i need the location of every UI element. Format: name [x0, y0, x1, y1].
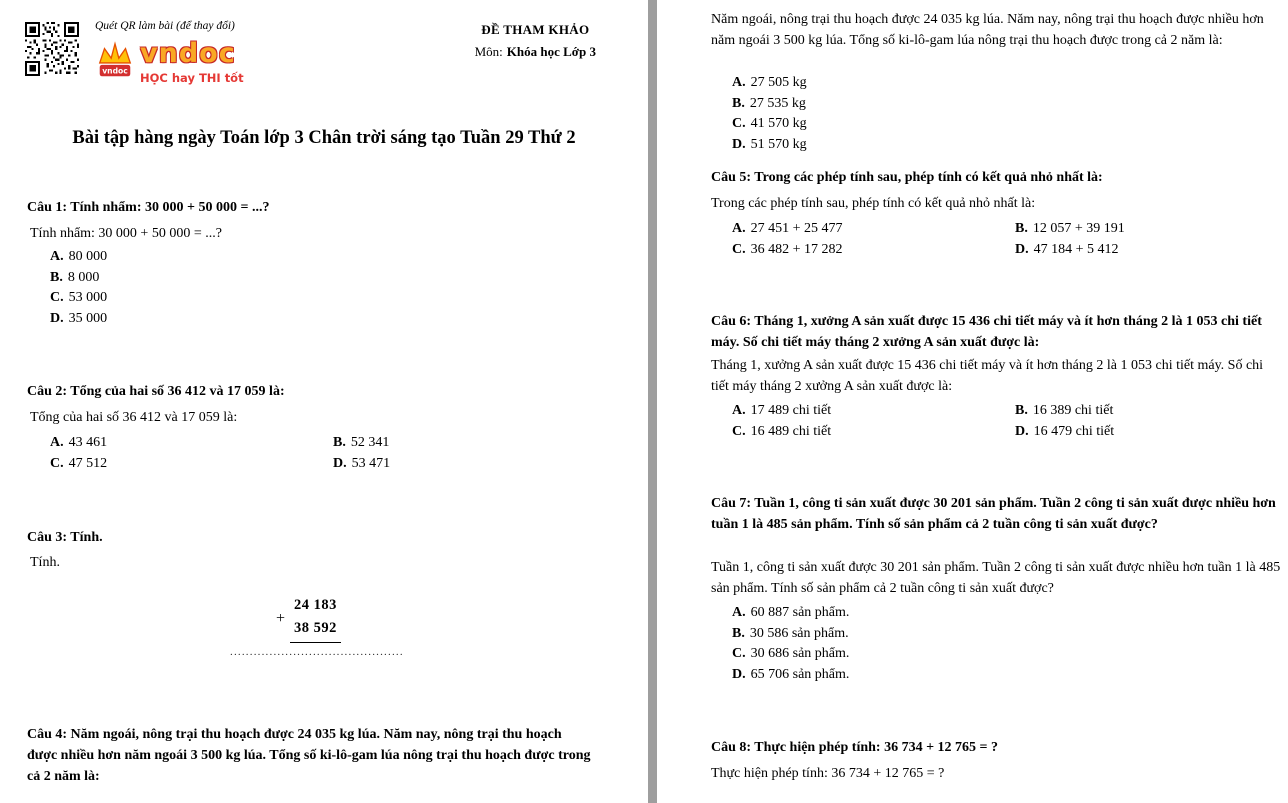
question-7-options: [732, 603, 849, 685]
option-row: [732, 94, 807, 115]
option-row: [50, 247, 107, 268]
page-2: [657, 0, 1288, 803]
option-text: 16 389 chi tiết: [1032, 403, 1114, 418]
addends-column: [290, 594, 341, 643]
option-label: A.: [732, 605, 746, 620]
option-label: C.: [732, 646, 746, 662]
question-1-body: Tính nhẩm: 30 000 + 50 000 = ...?: [30, 226, 222, 241]
option-text: 60 887 sản phẩm.: [750, 605, 850, 620]
question-4-heading: Câu 4: Năm ngoái, nông trại thu hoạch được 24 035 kg lúa. Năm nay, nông trại thu hoạch được nhiều hơn năm ngoái 3 500 kg lúa. Tổng số ki-lô-gam lúa nông trại thu hoạch được trong cả 2 năm là:: [27, 727, 591, 784]
option-row: [732, 603, 849, 624]
option-label: C.: [50, 455, 64, 471]
question-1-options: [50, 247, 107, 329]
option-text: 12 057 + 39 191: [1032, 221, 1125, 236]
option-row: [732, 624, 849, 645]
option-row: [732, 240, 1015, 261]
vndoc-logo: [94, 40, 244, 85]
option-label: A.: [50, 249, 64, 264]
question-5-heading: Câu 5: Trong các phép tính sau, phép tính có kết quả nhỏ nhất là:: [711, 170, 1103, 185]
option-row: [732, 401, 1015, 422]
option-label: D.: [732, 136, 746, 152]
logo-banner-text: vndoc: [102, 66, 128, 76]
doc-type-label: ĐỀ THAM KHẢO: [481, 22, 590, 37]
question-2-heading: Câu 2: Tổng của hai số 36 412 và 17 059 là:: [27, 384, 285, 399]
question-4-options: [732, 73, 807, 155]
option-text: 52 341: [350, 435, 390, 450]
question-7-heading: Câu 7: Tuần 1, công ti sản xuất được 30 201 sản phẩm. Tuần 2 công ti sản xuất được nhiều hơn tuần 1 là 485 sản phẩm. Tính số sản phẩm cả 2 tuần công ti sản xuất được?: [711, 496, 1276, 532]
option-label: B.: [732, 95, 745, 111]
brand-tagline: HỌC hay THI tốt: [140, 71, 244, 85]
answer-dotted-line: ............................................: [230, 646, 404, 658]
option-row: [50, 433, 333, 454]
subject-value: Khóa học Lớp 3: [506, 44, 596, 59]
option-text: 27 505 kg: [750, 75, 807, 90]
option-label: A.: [732, 221, 746, 236]
option-row: [50, 454, 333, 475]
option-label: D.: [1015, 423, 1029, 439]
option-text: 30 686 sản phẩm.: [750, 646, 850, 662]
option-row: [50, 309, 107, 330]
option-row: [732, 135, 807, 156]
option-label: C.: [732, 241, 746, 257]
question-2-options: [50, 433, 390, 474]
qr-caption: Quét QR làm bài (để thay đổi): [95, 20, 235, 32]
option-row: [1015, 240, 1125, 261]
option-row: [732, 422, 1015, 443]
option-text: 80 000: [68, 249, 108, 264]
option-text: 16 489 chi tiết: [750, 423, 832, 439]
option-text: 27 451 + 25 477: [750, 221, 843, 236]
option-row: [50, 288, 107, 309]
question-4-body: Năm ngoái, nông trại thu hoạch được 24 035 kg lúa. Năm nay, nông trại thu hoạch được nhiều hơn năm ngoái 3 500 kg lúa. Tổng số ki-lô-gam lúa nông trại thu hoạch được trong cả 2 năm là:: [711, 12, 1264, 48]
question-8-heading: Câu 8: Thực hiện phép tính: 36 734 + 12 765 = ?: [711, 740, 999, 755]
question-7-body: Tuần 1, công ti sản xuất được 30 201 sản phẩm. Tuần 2 công ti sản xuất được nhiều hơn tuần 1 là 485 sản phẩm. Tính số sản phẩm cả 2 tuần công ti sản xuất được?: [711, 560, 1281, 596]
option-text: 43 461: [68, 435, 108, 450]
brand-wordmark: vndoc: [140, 38, 236, 69]
option-row: [50, 268, 107, 289]
option-text: 53 471: [351, 455, 391, 471]
option-label: B.: [732, 625, 745, 641]
option-text: 17 489 chi tiết: [750, 403, 832, 418]
plus-operator: +: [276, 609, 286, 627]
qr-code: [25, 18, 79, 80]
option-row: [732, 73, 807, 94]
addend-2: 38 592: [294, 620, 337, 636]
option-text: 35 000: [68, 310, 108, 326]
option-text: 16 479 chi tiết: [1033, 423, 1115, 439]
option-text: 27 535 kg: [749, 95, 806, 111]
option-text: 51 570 kg: [750, 136, 807, 152]
question-6-body: Tháng 1, xưởng A sản xuất được 15 436 chi tiết máy và ít hơn tháng 2 là 1 053 chi tiết máy. Số chi tiết máy tháng 2 xưởng A sản xuất được là:: [711, 358, 1264, 394]
option-row: [732, 644, 849, 665]
option-row: [1015, 422, 1114, 443]
option-label: D.: [732, 666, 746, 682]
question-8-body: Thực hiện phép tính: 36 734 + 12 765 = ?: [711, 766, 945, 781]
option-label: D.: [50, 310, 64, 326]
vndoc-logo-icon: [94, 40, 136, 82]
option-text: 53 000: [68, 290, 108, 306]
option-label: A.: [732, 403, 746, 418]
question-6-heading: Câu 6: Tháng 1, xưởng A sản xuất được 15 436 chi tiết máy và ít hơn tháng 2 là 1 053 chi tiết máy. Số chi tiết máy tháng 2 xưởng A sản xuất được là:: [711, 314, 1262, 350]
option-row: [732, 114, 807, 135]
question-3-body: Tính.: [30, 555, 60, 570]
option-label: C.: [732, 116, 746, 132]
option-label: B.: [1015, 221, 1028, 236]
option-label: A.: [732, 75, 746, 90]
subject-line: [475, 44, 596, 60]
option-row: [1015, 401, 1114, 422]
option-label: A.: [50, 435, 64, 450]
option-label: C.: [732, 423, 746, 439]
subject-label: Môn:: [474, 44, 503, 59]
option-label: B.: [50, 269, 63, 285]
option-label: D.: [333, 455, 347, 471]
question-5-options: [732, 219, 1125, 260]
option-row: [333, 433, 390, 454]
option-label: B.: [333, 435, 346, 450]
option-text: 47 184 + 5 412: [1033, 241, 1119, 257]
option-row: [732, 219, 1015, 240]
option-row: [732, 665, 849, 686]
option-row: [333, 454, 390, 475]
doc-header-right: [475, 22, 596, 60]
option-text: 8 000: [67, 269, 100, 285]
option-label: D.: [1015, 241, 1029, 257]
addend-1: 24 183: [294, 597, 337, 613]
vertical-addition: [276, 594, 341, 643]
option-text: 30 586 sản phẩm.: [749, 625, 849, 641]
option-text: 47 512: [68, 455, 108, 471]
question-5-body: Trong các phép tính sau, phép tính có kết quả nhỏ nhất là:: [711, 196, 1036, 211]
question-1-heading: Câu 1: Tính nhẩm: 30 000 + 50 000 = ...?: [27, 200, 270, 215]
option-text: 36 482 + 17 282: [750, 241, 843, 257]
option-label: B.: [1015, 403, 1028, 418]
question-6-options: [732, 401, 1114, 442]
option-label: C.: [50, 290, 64, 306]
page-title: Bài tập hàng ngày Toán lớp 3 Chân trời sáng tạo Tuần 29 Thứ 2: [72, 128, 576, 148]
question-3-heading: Câu 3: Tính.: [27, 530, 103, 545]
option-text: 41 570 kg: [750, 116, 807, 132]
question-2-body: Tổng của hai số 36 412 và 17 059 là:: [30, 410, 238, 425]
option-text: 65 706 sản phẩm.: [750, 666, 850, 682]
option-row: [1015, 219, 1125, 240]
